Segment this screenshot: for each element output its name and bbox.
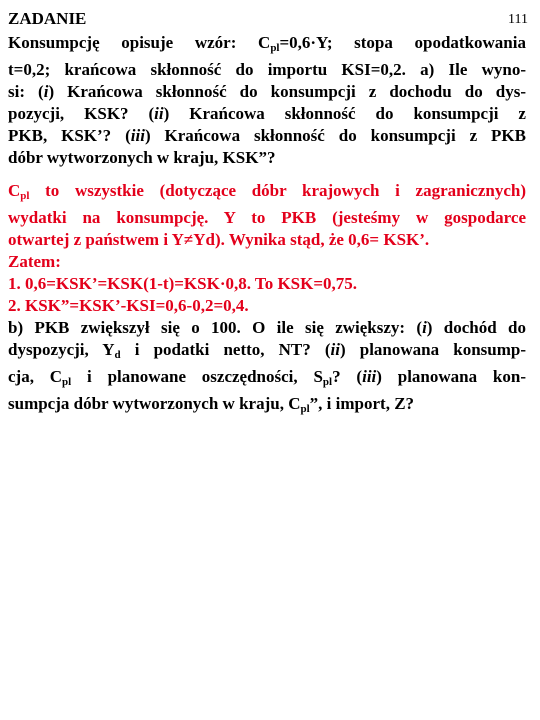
solution-line-3: otwartej z państwem i Y≠Yd). Wynika stąd, że 0,6= KSK’. (8, 230, 430, 249)
task-line-5: PKB, KSK’? (iii) Krańcowa skłonność do konsumpcji z PKB (8, 126, 526, 145)
task-line-1: Konsumpcję opisuje wzór: $C_{pl}=0,6\cdot Y$; stopa opodatkowania (8, 33, 526, 54)
task-line-3: si: (i) Krańcowa skłonność do konsumpcji z dochodu do dys- (8, 82, 526, 101)
task-line-4: pozycji, KSK? (ii) Krańcowa skłonność do konsumpcji z (8, 104, 526, 123)
solution-line-2: wydatki na konsumpcję. Y to PKB (jesteśmy w gospodarce (8, 208, 526, 227)
page-title: ZADANIE (8, 9, 87, 28)
solution-line-1: $C_{pl}$ to wszystkie (dotyczące dóbr krajowych i zagranicznych) (8, 181, 526, 202)
part-b-line-2: dyspozycji, $Y_d$ i podatki netto, NT? (ii) planowana konsump- (8, 340, 526, 361)
page-number: 111 (508, 12, 528, 27)
part-b-line-3: cja, $C_{pl}$ i planowane oszczędności, $S_{pl}$? (iii) planowana kon- (8, 367, 526, 388)
solution-line-5: 1. 0,6=KSK’=KSK(1-t)=KSK·0,8. To KSK=0,75. (8, 274, 358, 293)
part-b-line-4: sumpcja dóbr wytworzonych w kraju, $C_{pl}$”, i import, Z? (8, 394, 415, 415)
solution-line-6: 2. KSK”=KSK’-KSI=0,6-0,2=0,4. (8, 296, 249, 315)
solution-text (8, 180, 526, 420)
part-b-line-1: b) PKB zwiększył się o 100. O ile się zwiększy: (i) dochód do (8, 318, 526, 337)
task-text (8, 32, 526, 169)
solution-line-4: Zatem: (8, 252, 61, 271)
task-line-6: dóbr wytworzonych w kraju, KSK”? (8, 148, 276, 167)
task-line-2: t=0,2; krańcowa skłonność do importu KSI=0,2. a) Ile wyno- (8, 60, 526, 79)
